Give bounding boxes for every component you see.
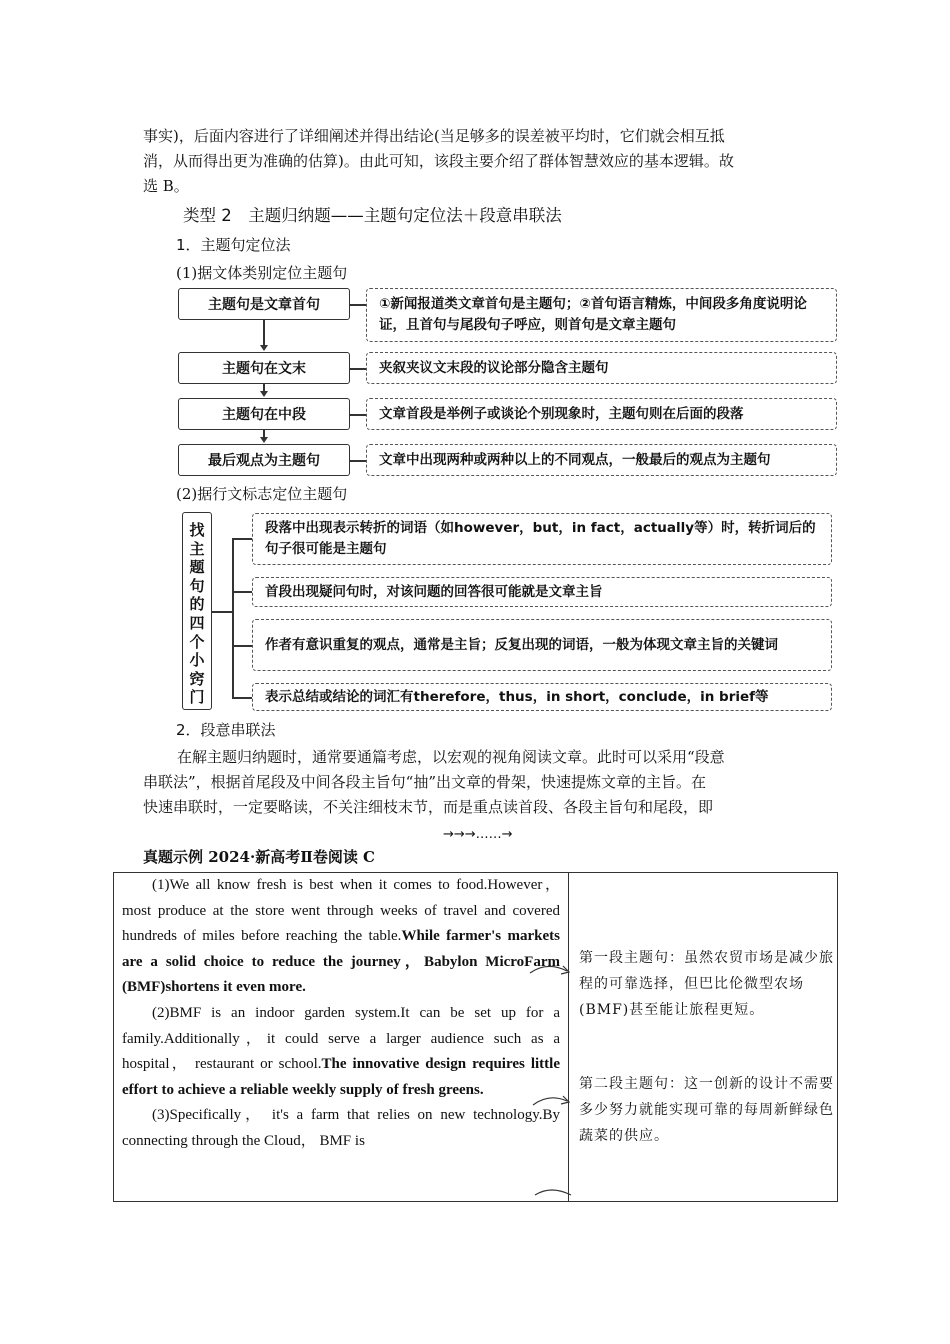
- intro-text: [143, 124, 823, 199]
- intro-line-3: 选 B。: [143, 177, 189, 195]
- passage-paragraph-2: [122, 1001, 560, 1103]
- section1-sub2: (2)据行文标志定位主题句: [176, 485, 348, 503]
- intro-line-2: 消，从而得出更为准确的估算)。由此可知，该段主要介绍了群体智慧效应的基本逻辑。故: [143, 152, 734, 170]
- passage-paragraph-3: [122, 1103, 560, 1154]
- tree-item-1: [252, 513, 832, 565]
- flow-desc-1: [366, 288, 837, 342]
- tree-root: [182, 512, 212, 710]
- section2-arrows: →→→……→: [443, 827, 513, 842]
- type-heading: 类型 2 主题归纳题——主题句定位法＋段意串联法: [183, 206, 562, 225]
- tree-item-2: [252, 577, 832, 607]
- section2-line-3: 快速串联时，一定要略读，不关注细枝末节，而是重点读首段、各段主旨句和尾段，即: [143, 798, 714, 816]
- pointer-arrow-1: [530, 966, 567, 973]
- flow-desc-3-text: 文章首段是举例子或谈论个别现象时，主题句则在后面的段落: [379, 405, 744, 422]
- tree-branch-3: [232, 645, 252, 647]
- passage-p2-text: (2)BMF is an indoor garden system.It can be set up for a family.Additionally，it could serve a larger audience such as a hospital， restaurant or school.: [122, 1004, 560, 1073]
- flow-desc-3: [366, 398, 837, 430]
- passage-cell: [114, 873, 569, 1202]
- section2-line-1: 在解主题归纳题时，通常要通篇考虑，以宏观的视角阅读文章。此时可以采用“段意: [177, 748, 725, 766]
- flow-arrowhead-2: [260, 391, 268, 397]
- flow-link-3: [350, 414, 366, 416]
- flow-link-1: [350, 304, 366, 306]
- passage-p3-text: (3)Specifically， it's a farm that relies on new technology.By connecting through the Cloud， BMF is: [122, 1107, 560, 1149]
- passage-p2-topic: The innovative design requires little effort to achieve a reliable weekly supply of fresh greens.: [122, 1056, 560, 1098]
- note-pointers: [525, 955, 575, 1205]
- section1-title: 1．主题句定位法: [176, 236, 291, 254]
- flow-label-2: 主题句在文末: [178, 352, 350, 384]
- passage-p1-topic: While farmer's markets are a solid choice to reduce the journey，Babylon MicroFarm (BMF)shortens it even more.: [122, 928, 560, 996]
- intro-line-1: 事实)，后面内容进行了详细阐述并得出结论(当足够多的误差被平均时，它们就会相互抵: [143, 127, 725, 145]
- tree-branch-1: [232, 538, 252, 540]
- flow-label-3: 主题句在中段: [178, 398, 350, 430]
- passage-paragraph-1: [122, 873, 560, 1001]
- flow-arrowhead-1: [260, 345, 268, 351]
- flow-desc-1-text: ①新闻报道类文章首句是主题句；②首句语言精炼，中间段多角度说明论证，且首句与尾段句子呼应，则首句是文章主题句: [379, 296, 807, 333]
- flow-desc-2-text: 夹叙夹议文末段的议论部分隐含主题句: [379, 359, 609, 376]
- tree-item-4-text: 表示总结或结论的词汇有therefore，thus，in short，conclude，in brief等: [265, 688, 769, 705]
- notes-cell: [569, 873, 838, 1202]
- tree-root-text: 找主题句的四个小窍门: [189, 521, 205, 707]
- flow-label-4: 最后观点为主题句: [178, 444, 350, 476]
- flow-link-4: [350, 460, 366, 462]
- passage-text: [122, 873, 560, 1199]
- example-heading: 真题示例 2024·新高考Ⅱ卷阅读 C: [143, 848, 375, 866]
- tree-trunk: [232, 538, 234, 698]
- pointer-arrow-3: [535, 1190, 571, 1195]
- passage-p1-text: (1)We all know fresh is best when it comes to food.However，most produce at the store went through weeks of travel and covered hundreds of miles before reaching the table.: [122, 877, 560, 945]
- section2-text: [143, 745, 823, 820]
- tree-stem: [212, 611, 232, 613]
- tree-item-4: [252, 683, 832, 711]
- section1-sub1: (1)据文体类别定位主题句: [176, 264, 348, 282]
- tree-branch-4: [232, 697, 252, 699]
- tree-item-3: [252, 619, 832, 671]
- topic-note-1: 第一段主题句：虽然农贸市场是减少旅程的可靠选择，但巴比伦微型农场(BMF)甚至能让旅程更短。: [579, 950, 834, 1018]
- flow-link-2: [350, 368, 366, 370]
- tree-item-2-text: 首段出现疑问句时，对该问题的回答很可能就是文章主旨: [265, 583, 603, 600]
- flow-arrowhead-3: [260, 437, 268, 443]
- flow-desc-4-text: 文章中出现两种或两种以上的不同观点，一般最后的观点为主题句: [379, 451, 771, 468]
- section2-line-2: 串联法”，根据首尾段及中间各段主旨句“抽”出文章的骨架，快速提炼文章的主旨。在: [143, 773, 707, 791]
- tree-item-3-text: 作者有意识重复的观点，通常是主旨；反复出现的词语，一般为体现文章主旨的关键词: [265, 636, 778, 653]
- example-table: [113, 872, 838, 1202]
- topic-note-2: 第二段主题句：这一创新的设计不需要多少努力就能实现可靠的每周新鲜绿色蔬菜的供应。: [579, 1076, 834, 1144]
- flow-label-1: 主题句是文章首句: [178, 288, 350, 320]
- flow-desc-2: [366, 352, 837, 384]
- tree-branch-2: [232, 591, 252, 593]
- flow-connector-1: [263, 320, 265, 346]
- tree-item-1-text: 段落中出现表示转折的词语（如however，but，in fact，actually等）时，转折词后的句子很可能是主题句: [265, 520, 816, 557]
- section2-title: 2．段意串联法: [176, 721, 276, 739]
- flow-desc-4: [366, 444, 837, 476]
